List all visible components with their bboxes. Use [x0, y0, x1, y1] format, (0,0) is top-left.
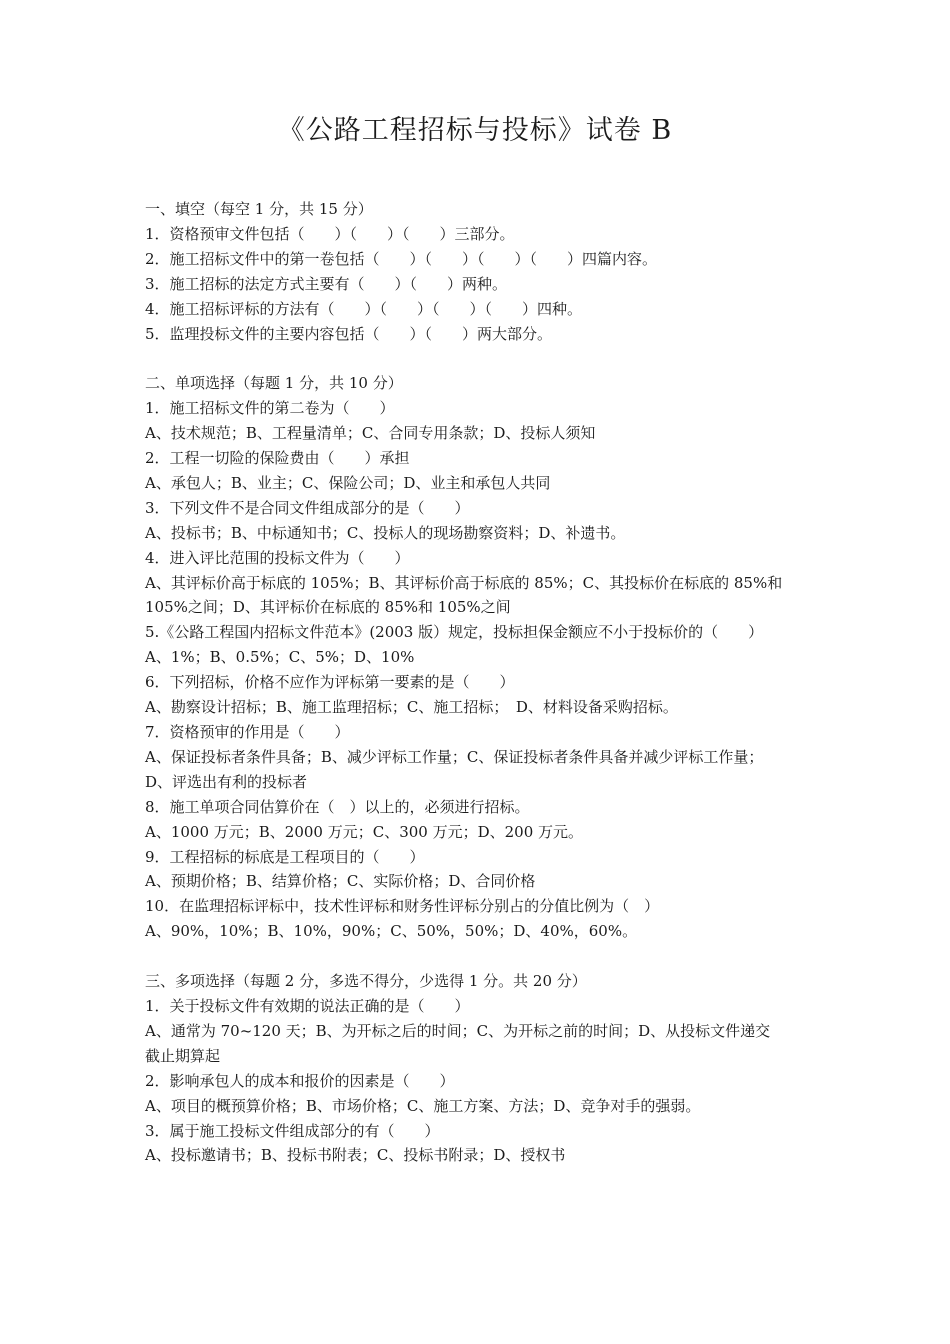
question-line: A、预期价格；B、结算价格；C、实际价格；D、合同价格: [145, 872, 536, 891]
section-header: 一、填空（每空 1 分，共 15 分）: [145, 200, 373, 218]
exam-section: [145, 371, 820, 944]
question-line: 6．下列招标，价格不应作为评标第一要素的是（ ）: [145, 673, 515, 692]
question-line: 4．进入评比范围的投标文件为（ ）: [145, 548, 410, 567]
question-line: 5.《公路工程国内招标文件范本》(2003 版）规定，投标担保金额应不小于投标价的（ ）: [145, 623, 764, 642]
question-line: 9．工程招标的标底是工程项目的（ ）: [145, 847, 425, 866]
question-line: A、90%，10%；B、10%，90%；C、50%，50%；D、40%，60%。: [145, 922, 638, 941]
exam-section: [145, 197, 820, 346]
question-line: 2．工程一切险的保险费由（ ）承担: [145, 449, 410, 468]
question-line: 1．资格预审文件包括（ ）（ ）（ ）三部分。: [145, 224, 515, 243]
exam-body: [145, 197, 820, 1168]
question-line: A、承包人；B、业主；C、保险公司；D、业主和承包人共同: [145, 473, 551, 492]
question-line: 1．关于投标文件有效期的说法正确的是（ ）: [145, 996, 470, 1015]
question-line: 截止期算起: [145, 1046, 221, 1065]
question-line: 2．影响承包人的成本和报价的因素是（ ）: [145, 1071, 455, 1090]
question-line: 3．属于施工投标文件组成部分的有（ ）: [145, 1121, 440, 1140]
question-line: 105%之间；D、其评标价在标底的 85%和 105%之间: [145, 598, 511, 617]
exam-section: [145, 969, 820, 1168]
question-line: 1．施工招标文件的第二卷为（ ）: [145, 399, 395, 418]
question-line: A、保证投标者条件具备；B、减少评标工作量；C、保证投标者条件具备并减少评标工作量；: [145, 747, 764, 766]
question-line: 3．下列文件不是合同文件组成部分的是（ ）: [145, 498, 470, 517]
question-line: D、评选出有利的投标者: [145, 772, 308, 791]
question-line: 5．监理投标文件的主要内容包括（ ）（ ）两大部分。: [145, 324, 553, 343]
question-line: 10．在监理招标评标中，技术性评标和财务性评标分别占的分值比例为（ ）: [145, 897, 660, 916]
question-line: A、其评标价高于标底的 105%；B、其评标价高于标底的 85%；C、其投标价在标底的 85%和: [145, 573, 783, 592]
section-header: 二、单项选择（每题 1 分，共 10 分）: [145, 374, 403, 393]
question-line: A、1%；B、0.5%；C、5%；D、10%: [145, 648, 415, 667]
question-line: A、技术规范；B、工程量清单；C、合同专用条款；D、投标人须知: [145, 424, 596, 443]
question-line: 8．施工单项合同估算价在（ ）以上的，必须进行招标。: [145, 797, 530, 816]
question-line: A、投标书；B、中标通知书；C、投标人的现场勘察资料；D、补遗书。: [145, 523, 626, 542]
question-line: 7．资格预审的作用是（ ）: [145, 723, 350, 742]
section-header: 三、多项选择（每题 2 分，多选不得分，少选得 1 分。共 20 分）: [145, 972, 587, 991]
question-line: A、投标邀请书；B、投标书附表；C、投标书附录；D、授权书: [145, 1146, 566, 1165]
question-line: A、勘察设计招标；B、施工监理招标；C、施工招标； D、材料设备采购招标。: [145, 698, 678, 717]
question-line: 3．施工招标的法定方式主要有（ ）（ ）两种。: [145, 274, 508, 293]
question-line: A、1000 万元；B、2000 万元；C、300 万元；D、200 万元。: [145, 822, 584, 841]
question-line: 2．施工招标文件中的第一卷包括（ ）（ ）（ ）（ ）四篇内容。: [145, 249, 658, 268]
question-line: A、项目的概预算价格；B、市场价格；C、施工方案、方法；D、竞争对手的强弱。: [145, 1096, 701, 1115]
question-line: 4．施工招标评标的方法有（ ）（ ）（ ）（ ）四种。: [145, 299, 583, 318]
exam-title: 《公路工程招标与投标》试卷 B: [277, 115, 673, 146]
question-line: A、通常为 70~120 天；B、为开标之后的时间；C、为开标之前的时间；D、从投标文件递交: [145, 1021, 771, 1040]
